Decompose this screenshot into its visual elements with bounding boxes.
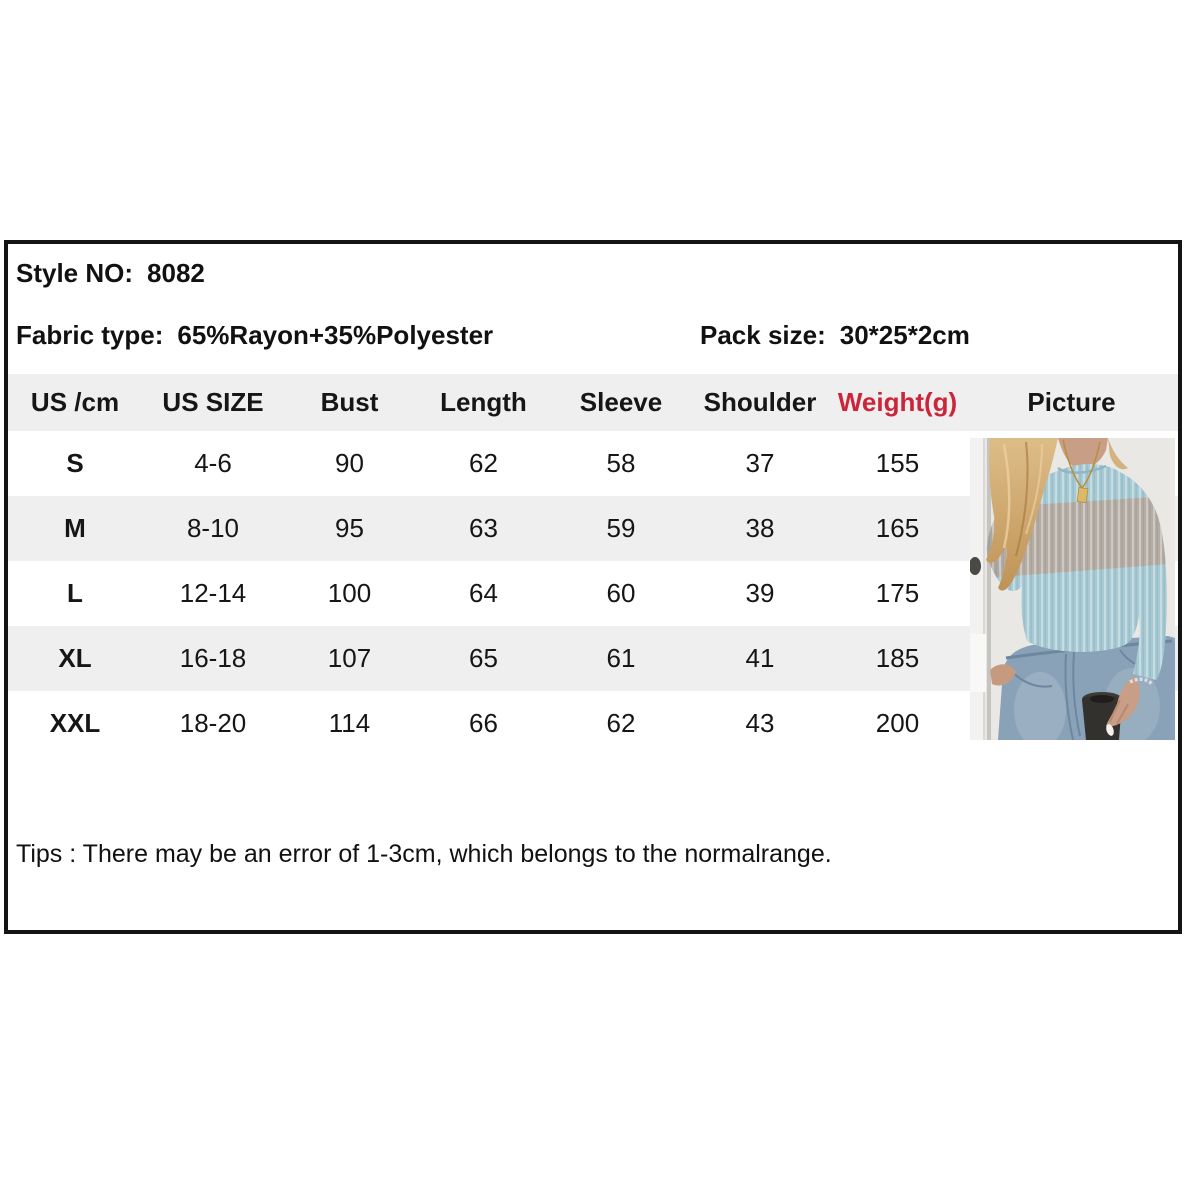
fabric-type-value: 65%Rayon+35%Polyester [177, 320, 494, 350]
cell-bust: 107 [327, 643, 372, 673]
cell-weight: 200 [875, 708, 920, 738]
cell-length: 66 [469, 708, 498, 738]
product-photo [970, 438, 1175, 740]
fabric-type-label: Fabric type: [16, 320, 164, 350]
col-header-bust: Bust [320, 387, 379, 417]
cell-size: XL [58, 643, 92, 673]
col-header-us-size: US SIZE [162, 387, 264, 417]
cell-weight: 155 [875, 448, 920, 478]
cell-size: S [66, 448, 84, 478]
style-number-value: 8082 [147, 258, 205, 288]
cell-bust: 100 [327, 578, 372, 608]
cell-us-size: 8-10 [186, 513, 240, 543]
cell-sleeve: 58 [606, 448, 636, 478]
pack-size-value: 30*25*2cm [839, 320, 970, 350]
cell-weight: 185 [875, 643, 920, 673]
cell-us-size: 12-14 [179, 578, 247, 608]
cell-shoulder: 38 [745, 513, 775, 543]
tips-note: Tips : There may be an error of 1-3cm, which belongs to the normalrange. [16, 840, 832, 868]
col-header-length: Length [440, 387, 527, 417]
col-header-shoulder: Shoulder [703, 387, 817, 417]
col-header-weight: Weight(g) [837, 387, 958, 417]
pack-size-group [700, 320, 970, 351]
col-header-picture: Picture [1027, 387, 1116, 417]
col-header-us-cm: US /cm [30, 387, 120, 417]
cell-length: 63 [469, 513, 498, 543]
cell-sleeve: 59 [606, 513, 636, 543]
cell-length: 65 [469, 643, 498, 673]
cell-weight: 165 [875, 513, 920, 543]
cell-weight: 175 [875, 578, 920, 608]
cell-sleeve: 62 [606, 708, 636, 738]
cell-sleeve: 61 [606, 643, 636, 673]
fabric-pack-line [16, 320, 1176, 351]
cell-length: 64 [469, 578, 498, 608]
cell-shoulder: 43 [745, 708, 775, 738]
cell-shoulder: 39 [745, 578, 775, 608]
cell-bust: 114 [328, 708, 371, 738]
cell-length: 62 [469, 448, 498, 478]
cell-us-size: 4-6 [194, 448, 232, 478]
cell-sleeve: 60 [606, 578, 636, 608]
col-header-sleeve: Sleeve [579, 387, 663, 417]
cell-size: XXL [49, 708, 101, 738]
cell-us-size: 16-18 [179, 643, 247, 673]
cell-bust: 90 [335, 448, 364, 478]
style-number-label: Style NO: [16, 258, 134, 288]
pack-size-label: Pack size: [700, 320, 826, 350]
style-number-line [16, 258, 205, 289]
cell-shoulder: 37 [745, 448, 775, 478]
size-chart-sheet [4, 240, 1182, 934]
cell-size: L [67, 578, 83, 608]
cell-bust: 95 [335, 513, 364, 543]
cell-size: M [64, 513, 86, 543]
cell-us-size: 18-20 [179, 708, 247, 738]
cell-shoulder: 41 [745, 643, 775, 673]
table-header-row [8, 374, 1178, 431]
